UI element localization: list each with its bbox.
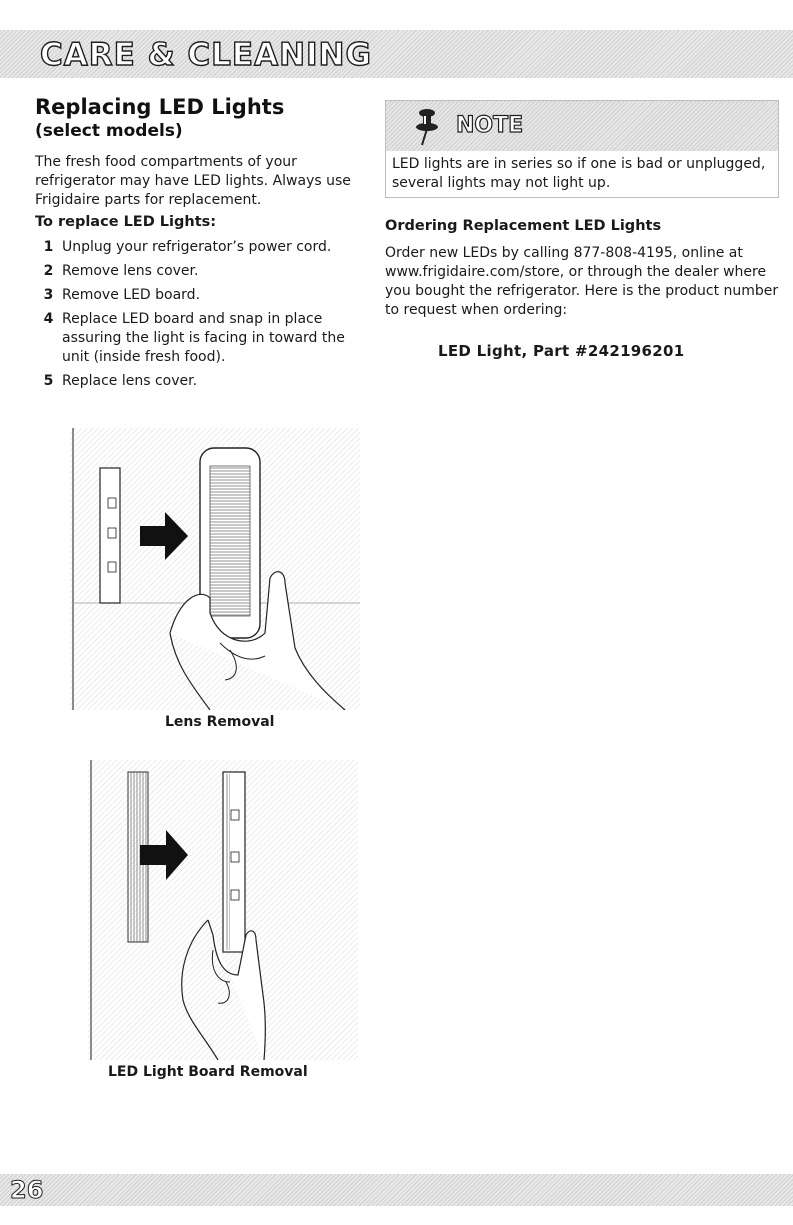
step-number: 5	[43, 373, 54, 389]
intro-paragraph: The fresh food compartments of your refrigerator may have LED lights. Always use Frigidaire parts for replacement.	[35, 154, 351, 208]
step-number: 2	[43, 263, 54, 279]
steps-heading: To replace LED Lights:	[35, 214, 217, 230]
note-header	[386, 101, 778, 151]
list-item	[35, 262, 365, 281]
step-text: Remove LED board.	[62, 287, 201, 303]
page-subtitle: (select models)	[35, 121, 183, 141]
figure-caption: LED Light Board Removal	[108, 1064, 308, 1080]
note-label: NOTE	[456, 113, 524, 138]
note-text: LED lights are in series so if one is bad or unplugged, several lights may not light up.	[392, 156, 766, 191]
list-item	[35, 310, 365, 367]
led-board-removal-illustration	[88, 760, 358, 1060]
list-item	[35, 238, 365, 257]
part-number: LED Light, Part #242196201	[438, 342, 685, 360]
list-item	[35, 286, 365, 305]
step-text: Remove lens cover.	[62, 263, 199, 279]
footer-band	[0, 1174, 793, 1206]
section-header-title: CARE & CLEANING	[40, 37, 372, 73]
steps-list	[35, 238, 365, 396]
step-text: Unplug your refrigerator’s power cord.	[62, 239, 332, 255]
page-title: Replacing LED Lights	[35, 95, 285, 119]
page-number: 26	[10, 1176, 44, 1204]
list-item	[35, 372, 365, 391]
step-number: 3	[43, 287, 54, 303]
ordering-text: Order new LEDs by calling 877-808-4195, online at www.frigidaire.com/store, or through the dealer where you bought the refrigerator. Here is the product number to request when ordering:	[385, 245, 779, 318]
step-number: 4	[43, 311, 54, 327]
step-number: 1	[43, 239, 54, 255]
header-band	[0, 30, 793, 78]
ordering-heading: Ordering Replacement LED Lights	[385, 218, 662, 234]
note-box	[385, 100, 779, 198]
figure-caption: Lens Removal	[165, 714, 275, 730]
pushpin-icon	[412, 107, 440, 147]
step-text: Replace LED board and snap in place assuring the light is facing in toward the unit (inside fresh food).	[62, 311, 345, 365]
lens-removal-illustration	[70, 428, 360, 710]
step-text: Replace lens cover.	[62, 373, 198, 389]
